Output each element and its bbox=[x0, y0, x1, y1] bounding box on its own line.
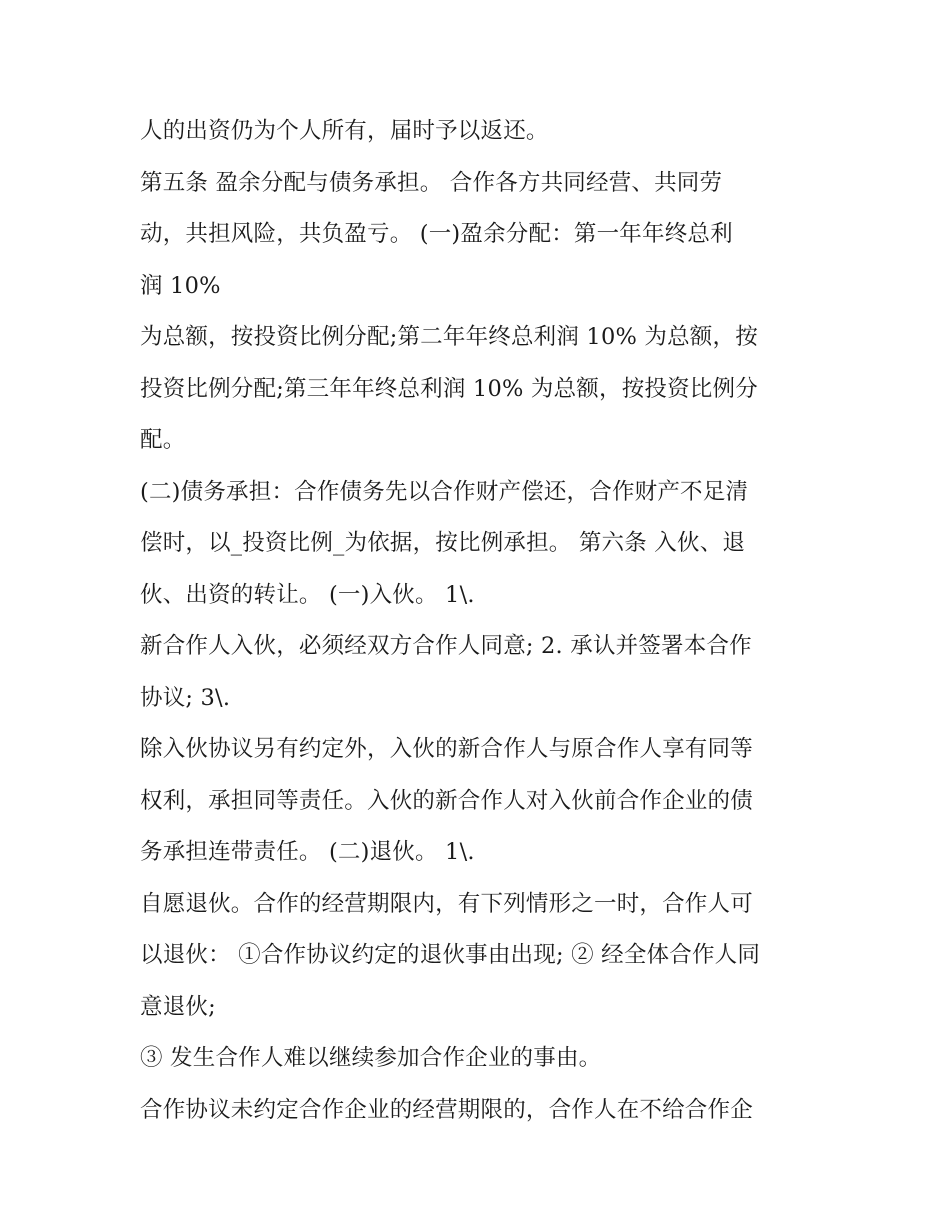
text-line: 以退伙： ①合作协议约定的退伙事由出现; ② 经全体合作人同 bbox=[140, 942, 761, 968]
document-body bbox=[140, 106, 820, 1136]
text-line: 伙、出资的转让。 (一)入伙。 1\. bbox=[140, 581, 475, 608]
text-line: 合作协议未约定合作企业的经营期限的，合作人在不给合作企 bbox=[140, 1096, 753, 1123]
text-line: 为总额，按投资比例分配;第二年年终总利润 10% 为总额，按 bbox=[140, 324, 758, 350]
text-line: 自愿退伙。合作的经营期限内，有下列情形之一时，合作人可 bbox=[140, 890, 753, 917]
text-line: (二)债务承担：合作债务先以合作财产偿还，合作财产不足清 bbox=[140, 478, 749, 505]
text-line: 第五条 盈余分配与债务承担。 合作各方共同经营、共同劳 bbox=[140, 169, 723, 196]
text-line: 润 10% bbox=[140, 272, 221, 299]
text-line: 务承担连带责任。 (二)退伙。 1\. bbox=[140, 839, 475, 865]
text-line: 配。 bbox=[140, 427, 186, 453]
text-line: ③ 发生合作人难以继续参加合作企业的事由。 bbox=[140, 1045, 602, 1071]
text-line: 协议; 3\. bbox=[140, 684, 231, 711]
text-line: 权利，承担同等责任。入伙的新合作人对入伙前合作企业的债 bbox=[140, 787, 753, 814]
text-line: 动，共担风险，共负盈亏。 (一)盈余分配：第一年年终总利 bbox=[140, 221, 733, 247]
text-line: 除入伙协议另有约定外，入伙的新合作人与原合作人享有同等 bbox=[140, 736, 753, 762]
text-line: 人的出资仍为个人所有，届时予以返还。 bbox=[140, 118, 549, 144]
text-line: 投资比例分配;第三年年终总利润 10% 为总额，按投资比例分 bbox=[140, 375, 758, 402]
text-line: 偿时，以_投资比例_为依据，按比例承担。 第六条 入伙、退 bbox=[140, 530, 746, 556]
text-line: 意退伙; bbox=[140, 993, 216, 1020]
text-line: 新合作人入伙，必须经双方合作人同意; 2. 承认并签署本合作 bbox=[140, 633, 752, 659]
